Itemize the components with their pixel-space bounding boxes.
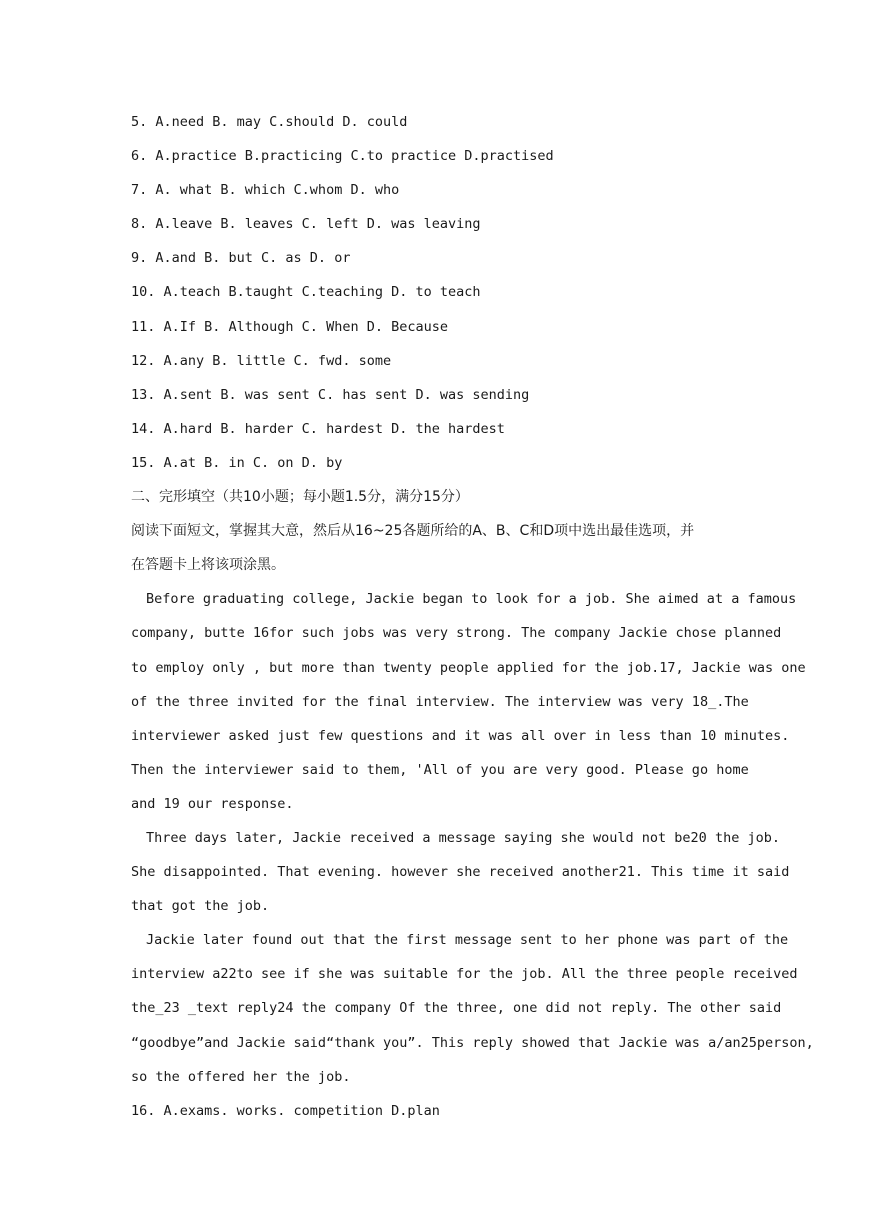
passage-line: Before graduating college, Jackie began to look for a job. She aimed at a famous xyxy=(146,591,797,608)
section-instruction: 阅读下面短文，掌握其大意，然后从16~25各题所给的A、B、C和D项中选出最佳选项，并 xyxy=(131,523,695,540)
section-heading: 二、完形填空（共10小题；每小题1.5分，满分15分） xyxy=(131,489,469,506)
passage-line: She disappointed. That evening. however she received another21. This time it said xyxy=(131,864,790,881)
passage-line: Then the interviewer said to them, 'All of you are very good. Please go home xyxy=(131,761,749,778)
passage-line: to employ only , but more than twenty people applied for the job.17, Jackie was one xyxy=(131,659,806,676)
question-15: 15. A.at B. in C. on D. by xyxy=(131,454,343,471)
passage-line: Jackie later found out that the first message sent to her phone was part of the xyxy=(146,932,789,949)
question-6: 6. A.practice B.practicing C.to practice D.practised xyxy=(131,148,554,165)
document-page xyxy=(131,111,814,1134)
question-16: 16. A.exams. works. competition D.plan xyxy=(131,1102,440,1119)
question-14: 14. A.hard B. harder C. hardest D. the hardest xyxy=(131,420,505,437)
question-12: 12. A.any B. little C. fwd. some xyxy=(131,352,392,369)
question-7: 7. A. what B. which C.whom D. who xyxy=(131,182,400,199)
passage-line: interviewer asked just few questions and it was all over in less than 10 minutes. xyxy=(131,727,790,744)
passage-line: that got the job. xyxy=(131,898,270,915)
question-10: 10. A.teach B.taught C.teaching D. to teach xyxy=(131,284,481,301)
section-instruction-cont: 在答题卡上将该项涂黑。 xyxy=(131,557,285,574)
passage-line: of the three invited for the final interview. The interview was very 18_.The xyxy=(131,693,749,710)
question-5: 5. A.need B. may C.should D. could xyxy=(131,114,408,130)
passage-line: company, butte 16for such jobs was very strong. The company Jackie chose planned xyxy=(131,625,782,642)
passage-line: the_23 _text reply24 the company Of the three, one did not reply. The other said xyxy=(131,1000,782,1017)
passage-line: Three days later, Jackie received a message saying she would not be20 the job. xyxy=(146,829,780,846)
passage-line: and 19 our response. xyxy=(131,795,294,812)
passage-line: “goodbye”and Jackie said“thank you”. This reply showed that Jackie was a/an25person, xyxy=(131,1034,814,1051)
question-13: 13. A.sent B. was sent C. has sent D. was sending xyxy=(131,386,530,403)
question-8: 8. A.leave B. leaves C. left D. was leaving xyxy=(131,216,481,233)
question-11: 11. A.If B. Although C. When D. Because xyxy=(131,318,448,335)
question-9: 9. A.and B. but C. as D. or xyxy=(131,250,351,267)
passage-line: interview a22to see if she was suitable for the job. All the three people received xyxy=(131,966,798,983)
passage-line: so the offered her the job. xyxy=(131,1068,351,1085)
